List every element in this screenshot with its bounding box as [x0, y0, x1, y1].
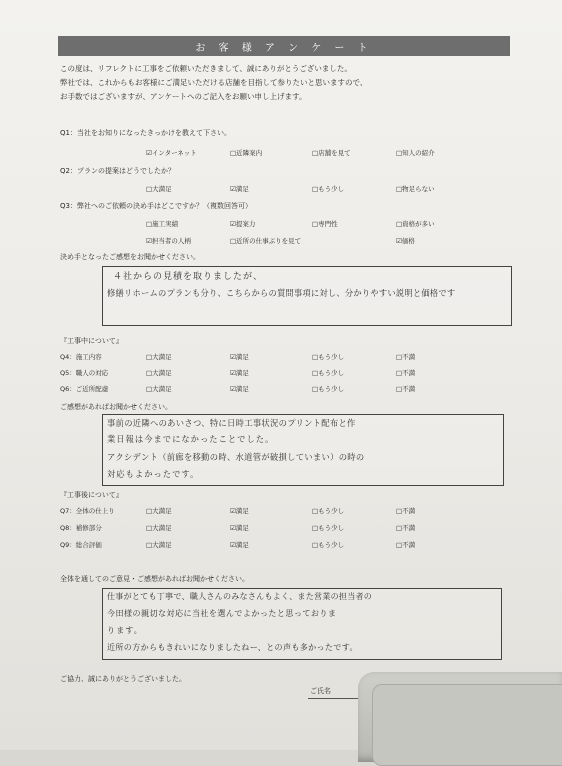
q4-option[interactable]: □もう少し: [312, 353, 345, 361]
handwriting-line: 業日報は今までになかったことでした。: [107, 434, 275, 444]
device-panel: [372, 684, 562, 766]
handwriting-line: 修繕リホームのプランも分り、こちらからの質問事項に対し、分かりやすい説明と価格です: [107, 288, 456, 298]
during-comment-box[interactable]: [102, 414, 504, 486]
q7-label: Q7：全体の仕上り: [60, 507, 115, 515]
q3-option[interactable]: ☑提案力: [230, 220, 256, 228]
q5-option[interactable]: ☑満足: [230, 369, 249, 377]
q6-label: Q6：ご近所配慮: [60, 385, 109, 393]
q5-option[interactable]: □不満: [396, 369, 416, 377]
q1-option[interactable]: □店舗を見て: [312, 149, 351, 157]
q3-option[interactable]: □施工実績: [146, 220, 179, 228]
q9-option[interactable]: □不満: [396, 541, 416, 549]
signature-label: ご氏名: [310, 687, 331, 695]
q5-option[interactable]: □大満足: [146, 369, 172, 377]
q6-option[interactable]: □大満足: [146, 385, 172, 393]
handwriting-line: 近所の方からもきれいになりましたねー、との声も多かったです。: [107, 642, 358, 652]
intro-line: 弊社では、これからもお客様にご満足いただける店舗を目指して参りたいと思いますので、: [60, 78, 368, 87]
q6-option[interactable]: □もう少し: [312, 385, 345, 393]
handwriting-line: 今田様の親切な対応に当社を選んでよかったと思っておりま: [107, 608, 337, 618]
handwriting-line: 事前の近隣へのあいさつ、特に日時工事状況のプリント配布と作: [107, 418, 356, 428]
q4-option[interactable]: □大満足: [146, 353, 172, 361]
q1-option[interactable]: □知人の紹介: [396, 149, 435, 157]
intro-line: この度は、リフレクトに工事をご依頼いただきまして、誠にありがとうございました。: [60, 64, 352, 73]
q8-option[interactable]: □不満: [396, 524, 416, 532]
q2-option[interactable]: ☑満足: [230, 185, 249, 193]
handwriting-line: アクシデント（前廊を移動の時、水道管が破損していまい）の時の: [107, 452, 365, 462]
q3-option[interactable]: □近所の仕事ぶりを見て: [230, 237, 302, 245]
q8-option[interactable]: ☑満足: [230, 524, 249, 532]
q1-option[interactable]: □近隣案内: [230, 149, 263, 157]
during-section-header: 『工事中について』: [60, 337, 123, 345]
q3-option[interactable]: ☑担当者の人柄: [146, 237, 191, 245]
q5-option[interactable]: □もう少し: [312, 369, 345, 377]
handwriting-line: 対応もよかったです。: [107, 469, 200, 479]
q1-option[interactable]: ☑インターネット: [146, 149, 197, 157]
q4-option[interactable]: ☑満足: [230, 353, 249, 361]
q7-option[interactable]: ☑満足: [230, 507, 249, 515]
q9-option[interactable]: □大満足: [146, 541, 172, 549]
q4-option[interactable]: □不満: [396, 353, 416, 361]
q8-label: Q8：補修部分: [60, 524, 102, 532]
q7-option[interactable]: □大満足: [146, 507, 172, 515]
q7-option[interactable]: □もう少し: [312, 507, 345, 515]
q5-label: Q5：職人の対応: [60, 369, 109, 377]
survey-title: お 客 様 ア ン ケ ー ト: [58, 36, 510, 56]
q2-option[interactable]: □物足らない: [396, 185, 435, 193]
q3-question: Q3：弊社へのご依頼の決め手はどこですか？（複数回答可）: [60, 202, 252, 210]
q6-option[interactable]: □不満: [396, 385, 416, 393]
q3-comment-prompt: 決め手となったご感想をお聞かせください。: [60, 253, 200, 261]
device-object: [358, 672, 562, 762]
q7-option[interactable]: □不満: [396, 507, 416, 515]
q8-option[interactable]: □大満足: [146, 524, 172, 532]
q8-option[interactable]: □もう少し: [312, 524, 345, 532]
q3-comment-box[interactable]: [102, 266, 512, 326]
q2-option[interactable]: □大満足: [146, 185, 172, 193]
q4-label: Q4：施工内容: [60, 353, 102, 361]
q9-label: Q9：総合評価: [60, 541, 102, 549]
q6-option[interactable]: ☑満足: [230, 385, 249, 393]
q9-option[interactable]: □もう少し: [312, 541, 345, 549]
handwriting-line: 仕事がとても丁寧で、職人さんのみなさんもよく、また営業の担当者の: [107, 591, 373, 601]
handwriting-line: ４社からの見積を取りましたが、: [113, 272, 264, 282]
q1-question: Q1：当社をお知りになったきっかけを教えて下さい。: [60, 129, 231, 137]
during-comment-prompt: ご感想があればお聞かせください。: [60, 403, 172, 411]
handwriting-line: ります。: [107, 625, 143, 635]
thanks-text: ご協力、誠にありがとうございました。: [60, 675, 186, 683]
q3-option[interactable]: □資格が多い: [396, 220, 435, 228]
q3-option[interactable]: □専門性: [312, 220, 338, 228]
q2-question: Q2：プランの提案はどうでしたか？: [60, 167, 175, 175]
overall-comment-box[interactable]: [102, 588, 502, 660]
q3-option[interactable]: ☑価格: [396, 237, 415, 245]
q2-option[interactable]: □もう少し: [312, 185, 345, 193]
q9-option[interactable]: ☑満足: [230, 541, 249, 549]
intro-text: [60, 62, 367, 104]
overall-comment-prompt: 全体を通してのご意見・ご感想があればお聞かせください。: [60, 575, 249, 583]
after-section-header: 『工事後について』: [60, 491, 123, 499]
intro-line: お手数ではございますが、アンケートへのご記入をお願い申し上げます。: [60, 92, 307, 101]
